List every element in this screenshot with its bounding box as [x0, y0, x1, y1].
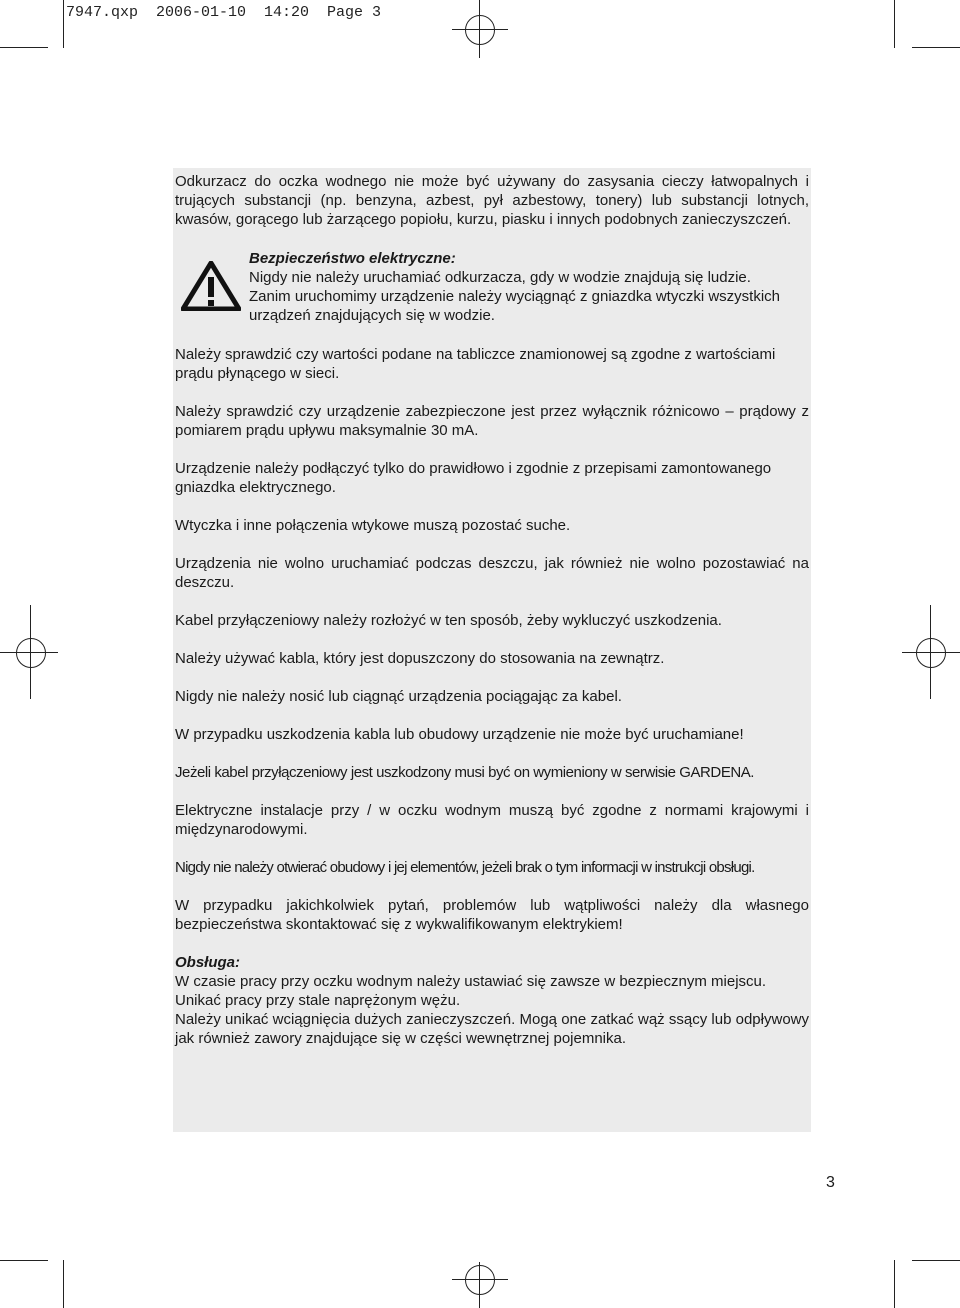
electrical-safety-line: Zanim uruchomimy urządzenie należy wyciągnąć z gniazdka wtyczki wszystkich urządzeń znajdujących się w wodzie.	[249, 288, 781, 324]
instruction-paragraph: W przypadku jakichkolwiek pytań, problemów lub wątpliwości należy dla własnego bezpieczeństwa skontaktować się z wykwalifikowanym elektrykiem!	[175, 897, 809, 933]
safety-instructions	[175, 172, 809, 1048]
instruction-paragraph: Należy sprawdzić czy urządzenie zabezpieczone jest przez wyłącznik różnicowo – prądowy z pomiarem prądu upływu maksymalnie 30 mA.	[175, 403, 809, 439]
instruction-paragraph: Kabel przyłączeniowy należy rozłożyć w ten sposób, żeby wykluczyć uszkodzenia.	[175, 612, 722, 629]
operation-line: Unikać pracy przy stale naprężonym wężu.	[175, 992, 461, 1009]
operation-title: Obsługa:	[175, 954, 241, 971]
instruction-paragraph: Należy sprawdzić czy wartości podane na tabliczce znamionowej są zgodne z wartościami prądu płynącego w sieci.	[175, 346, 776, 382]
instruction-paragraph: Elektryczne instalacje przy / w oczku wodnym muszą być zgodne z normami krajowymi i międzynarodowymi.	[175, 802, 809, 838]
operation-line: W czasie pracy przy oczku wodnym należy ustawiać się zawsze w bezpiecznym miejscu.	[175, 973, 767, 990]
electrical-safety-title: Bezpieczeństwo elektryczne:	[249, 250, 456, 267]
operation-line: Należy unikać wciągnięcia dużych zanieczyszczeń. Mogą one zatkać wąż ssący lub odpływowy jak również zawory znajdujące się w części wewnętrznej pojemnika.	[175, 1011, 809, 1047]
file-info-header: 7947.qxp 2006-01-10 14:20 Page 3	[66, 4, 382, 21]
instruction-paragraph: Wtyczka i inne połączenia wtykowe muszą pozostać suche.	[175, 517, 571, 534]
instruction-paragraph: Należy używać kabla, który jest dopuszczony do stosowania na zewnątrz.	[175, 650, 665, 667]
instruction-paragraph: Urządzenia nie wolno uruchamiać podczas deszczu, jak również nie wolno pozostawiać na deszczu.	[175, 555, 809, 591]
instruction-paragraph: Nigdy nie należy otwierać obudowy i jej elementów, jeżeli brak o tym informacji w instrukcji obsługi.	[175, 859, 755, 876]
instruction-paragraph: Jeżeli kabel przyłączeniowy jest uszkodzony musi być on wymieniony w serwisie GARDENA.	[175, 764, 755, 781]
intro-paragraph: Odkurzacz do oczka wodnego nie może być używany do zasysania cieczy łatwopalnych i trujących substancji (np. benzyna, azbest, pył azbestowy, tonery) lub substancji lotnych, kwasów, gorącego lub żarzącego popiołu, kurzu, piasku i innych podobnych zanieczyszczeń.	[175, 173, 809, 228]
page-number: 3	[826, 1174, 835, 1191]
instruction-paragraph: Urządzenie należy podłączyć tylko do prawidłowo i zgodnie z przepisami zamontowanego gniazdka elektrycznego.	[175, 460, 772, 496]
electrical-safety-line: Nigdy nie należy uruchamiać odkurzacza, gdy w wodzie znajdują się ludzie.	[249, 269, 751, 286]
instruction-paragraph: W przypadku uszkodzenia kabla lub obudowy urządzenie nie może być uruchamiane!	[175, 726, 744, 743]
electrical-safety-block	[175, 249, 809, 325]
instruction-paragraph: Nigdy nie należy nosić lub ciągnąć urządzenia pociągając za kabel.	[175, 688, 622, 705]
warning-triangle-icon	[181, 261, 241, 311]
